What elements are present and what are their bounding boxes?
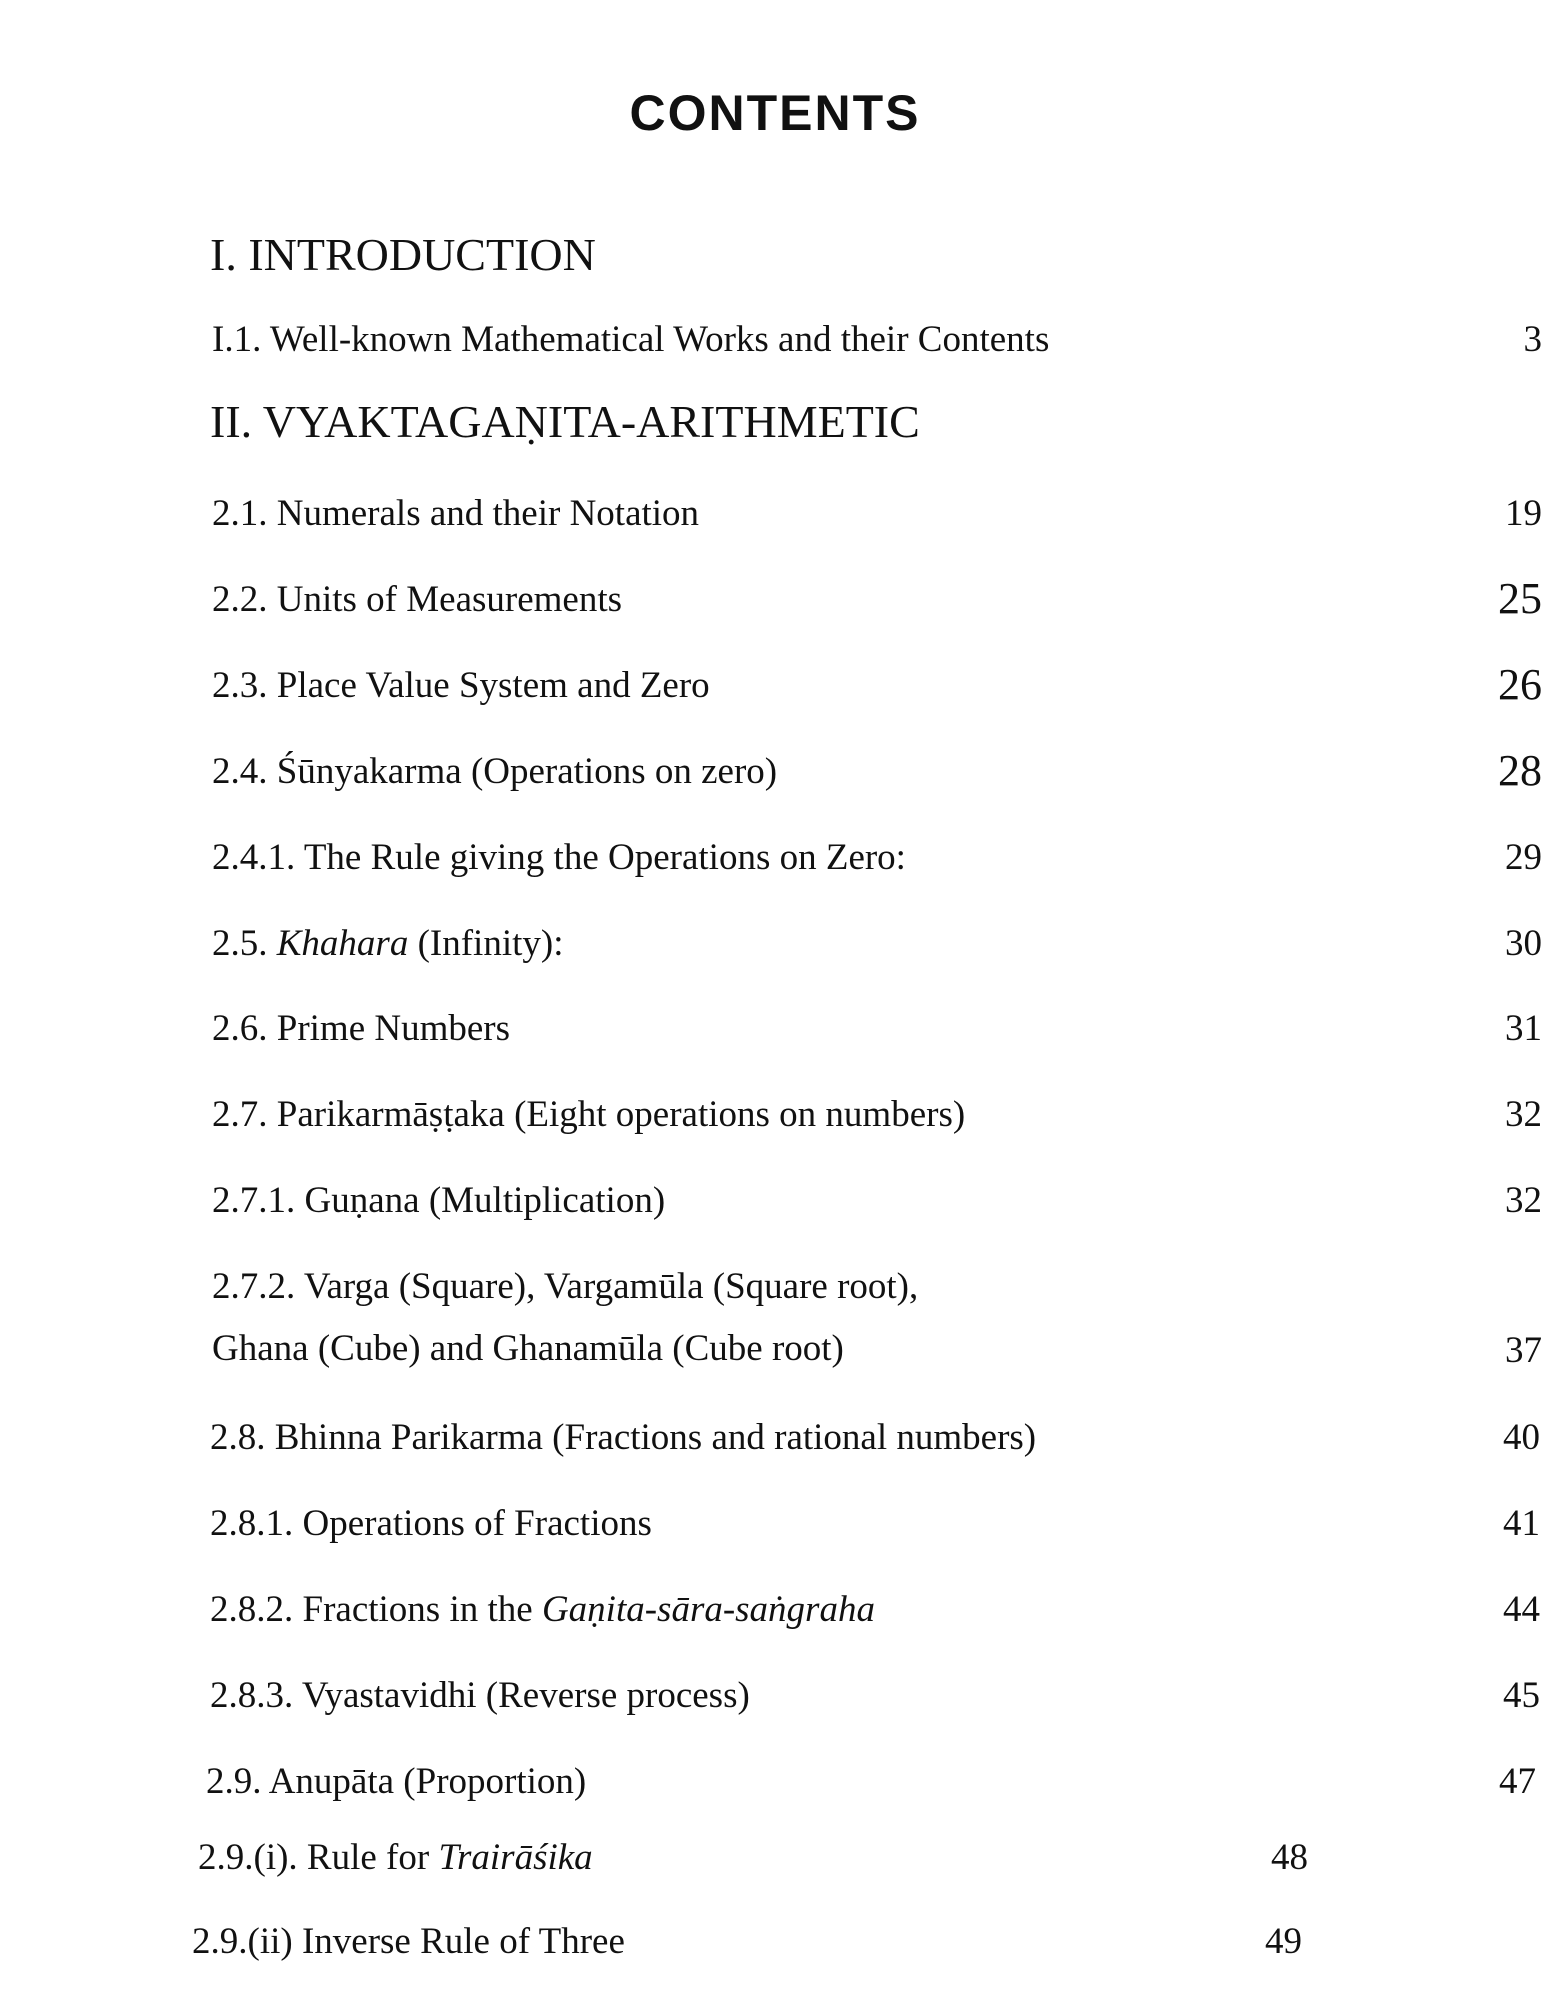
toc-entry-label: 2.2. Units of Measurements — [212, 579, 623, 620]
toc-entry-page: 40 — [1503, 1417, 1540, 1458]
toc-entry-page: 48 — [1271, 1837, 1308, 1878]
part-heading-introduction: I. INTRODUCTION — [210, 229, 596, 280]
toc-entry-label: 2.8.1. Operations of Fractions — [210, 1503, 652, 1544]
toc-entry-page: 31 — [1505, 1008, 1542, 1049]
toc-entry-page: 41 — [1503, 1503, 1540, 1544]
toc-entry-label: 2.6. Prime Numbers — [212, 1008, 511, 1049]
toc-entry-label: 2.7.1. Guṇana (Multiplication) — [212, 1180, 666, 1221]
page-title: CONTENTS — [629, 85, 921, 141]
toc-entry-page: 47 — [1499, 1761, 1536, 1802]
toc-entry-label: 2.3. Place Value System and Zero — [212, 665, 710, 706]
toc-entry-label: 2.5. Khahara (Infinity): — [212, 923, 564, 964]
toc-entry-page: 26 — [1498, 660, 1542, 709]
toc-entry-page: 3 — [1523, 319, 1542, 360]
toc-entry-label: 2.8.2. Fractions in the Gaṇita-sāra-saṅgraha — [210, 1589, 875, 1630]
toc-entry-page: 37 — [1505, 1330, 1542, 1371]
toc-entry-page: 30 — [1505, 923, 1542, 964]
toc-entry-page: 29 — [1505, 837, 1542, 878]
toc-entry-label: 2.7.2. Varga (Square), Vargamūla (Square root), Ghana (Cube) and Ghanamūla (Cube root) — [212, 1266, 919, 1370]
toc-entry-label: 2.1. Numerals and their Notation — [212, 493, 700, 534]
toc-entry-label: 2.7. Parikarmāṣṭaka (Eight operations on numbers) — [212, 1094, 966, 1135]
toc-entry-label: 2.9. Anupāta (Proportion) — [206, 1761, 587, 1802]
toc-entry-label: 2.4.1. The Rule giving the Operations on Zero: — [212, 837, 906, 878]
toc-entry-page: 19 — [1505, 493, 1542, 534]
toc-entry-page: 44 — [1503, 1589, 1540, 1630]
toc-entry-page: 28 — [1498, 746, 1542, 795]
toc-entry-label: I.1. Well-known Mathematical Works and their Contents — [212, 319, 1050, 360]
toc-entry-page: 32 — [1505, 1094, 1542, 1135]
toc-entry-label: 2.8. Bhinna Parikarma (Fractions and rational numbers) — [210, 1417, 1037, 1458]
part-heading-arithmetic: II. VYAKTAGAṆITA-ARITHMETIC — [210, 396, 920, 447]
toc-entry-page: 32 — [1505, 1180, 1542, 1221]
toc-entry-label: 2.9.(i). Rule for Trairāśika — [198, 1837, 593, 1878]
toc-entry-label: 2.9.(ii) Inverse Rule of Three — [192, 1921, 625, 1962]
toc-entry-page: 49 — [1265, 1921, 1302, 1962]
toc-entry-label: 2.8.3. Vyastavidhi (Reverse process) — [210, 1675, 750, 1716]
toc-entry-label: 2.4. Śūnyakarma (Operations on zero) — [212, 751, 778, 792]
toc-entry-page: 25 — [1498, 574, 1542, 623]
toc-entry-page: 45 — [1503, 1675, 1540, 1716]
